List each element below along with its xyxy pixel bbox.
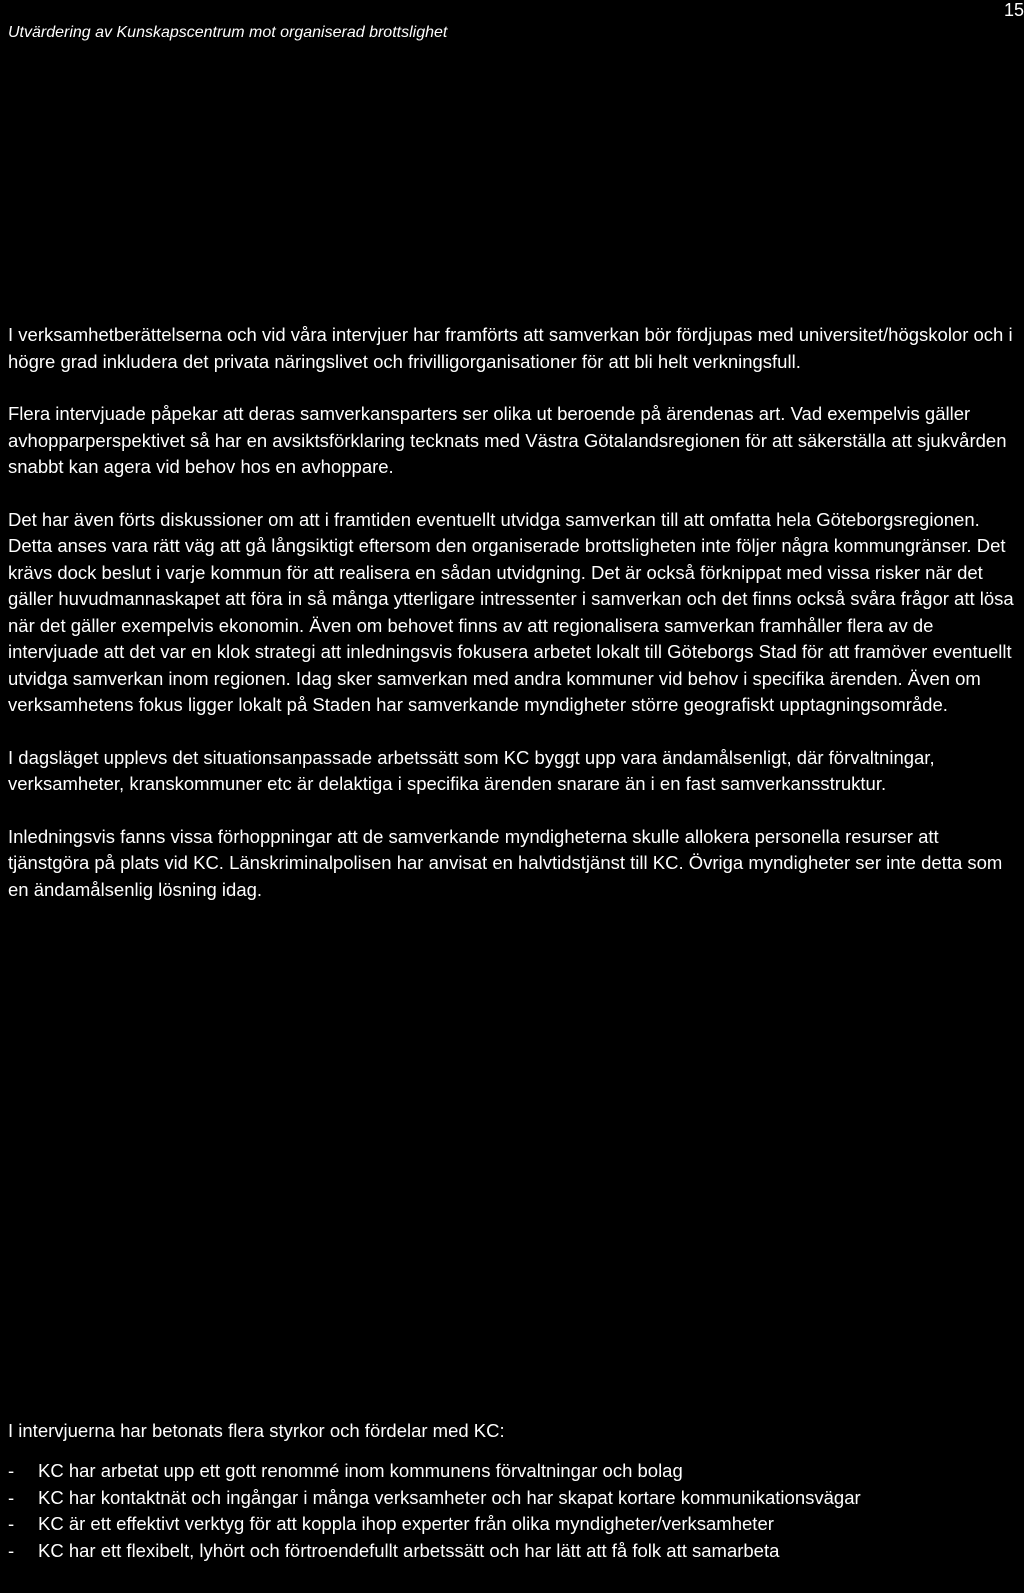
list-item (8, 1511, 1020, 1538)
list-item (8, 1485, 1020, 1512)
body-text (8, 322, 1020, 903)
list-item (8, 1538, 1020, 1565)
list-item (8, 1458, 1020, 1485)
paragraph-arbetssatt: I dagsläget upplevs det situationsanpassade arbetssätt som KC byggt upp vara ändamålsenligt, där förvaltningar, verksamheter, kranskommuner etc är delaktiga i specifika ärenden snarare än i en fast samverkansstruktur. (8, 746, 935, 794)
paragraph-samverkansparter: Flera intervjuade påpekar att deras samverkansparters ser olika ut beroende på ärendenas art. Vad exempelvis gäller avhopparperspektivet så har en avsiktsförklaring tecknats med Västra Götalandsregionen för att säkerställa att sjukvården snabbt kan agera vid behov hos en avhoppare. (8, 403, 1007, 477)
paragraph-personella-resurser: Inledningsvis fanns vissa förhoppningar att de samverkande myndigheterna skulle allokera personella resurser att tjänstgöra på plats vid KC. Länskriminalpolisen har anvisat en halvtidstjänst till KC. Övriga myndigheter ser inte detta som en ändamålsenlig lösning idag. (8, 825, 1003, 900)
paragraph-goteborgsregionen: Det har även förts diskussioner om att i framtiden eventuellt utvidga samverkan till att omfatta hela Göteborgsregionen. Detta anses vara rätt väg att gå långsiktigt eftersom den organiserade brottsligheten inte följer några kommungränser. Det krävs dock beslut i varje kommun för att realisera en sådan utvidgning. Det är också förknippat med vissa risker när det gäller huvudmannaskapet att föra in så många ytterligare intressenter i samverkan och det finns också svåra frågor att lösa när det gäller exempelvis ekonomin. Även om behovet finns av att regionalisera samverkan framhåller flera av de intervjuade att det var en klok strategi att inledningsvis fokusera arbetet lokalt till Göteborgs Stad för att framöver eventuellt utvidga samverkan inom regionen. Idag sker samverkan med andra kommuner vid behov i specifika ärenden. Även om verksamhetens fokus ligger lokalt på Staden har samverkande myndigheter större geografiskt upptagningsområde. (8, 508, 1014, 715)
bullet-marker: - (8, 1539, 15, 1561)
bullet-marker: - (8, 1513, 15, 1534)
strengths-intro: I intervjuerna har betonats flera styrkor och fördelar med KC: (8, 1420, 505, 1441)
list-item-text: KC har ett flexibelt, lyhört och förtroendefullt arbetssätt och har lätt att få folk att samarbeta (38, 1539, 780, 1561)
list-item-text: KC har kontaktnät och ingångar i många verksamheter och har skapat kortare kommunikationsvägar (38, 1486, 861, 1508)
bullet-marker: - (8, 1460, 15, 1481)
paragraph-samverkan-fordjupas: I verksamhetberättelserna och vid våra intervjuer har framförts att samverkan bör fördjupas med universitet/högskolor och i högre grad inkludera det privata näringslivet och frivilligorganisationer för att bli helt verkningsfull. (8, 324, 1013, 372)
list-item-text: KC är ett effektivt verktyg för att koppla ihop experter från olika myndigheter/verksamheter (38, 1513, 774, 1534)
bullet-marker: - (8, 1486, 15, 1508)
page-header: Utvärdering av Kunskapscentrum mot organiserad brottslighet (8, 24, 448, 41)
page-number: 15 (1003, 0, 1024, 20)
strengths-list (8, 1458, 1020, 1564)
list-item-text: KC har arbetat upp ett gott renommé inom kommunens förvaltningar och bolag (38, 1460, 683, 1481)
